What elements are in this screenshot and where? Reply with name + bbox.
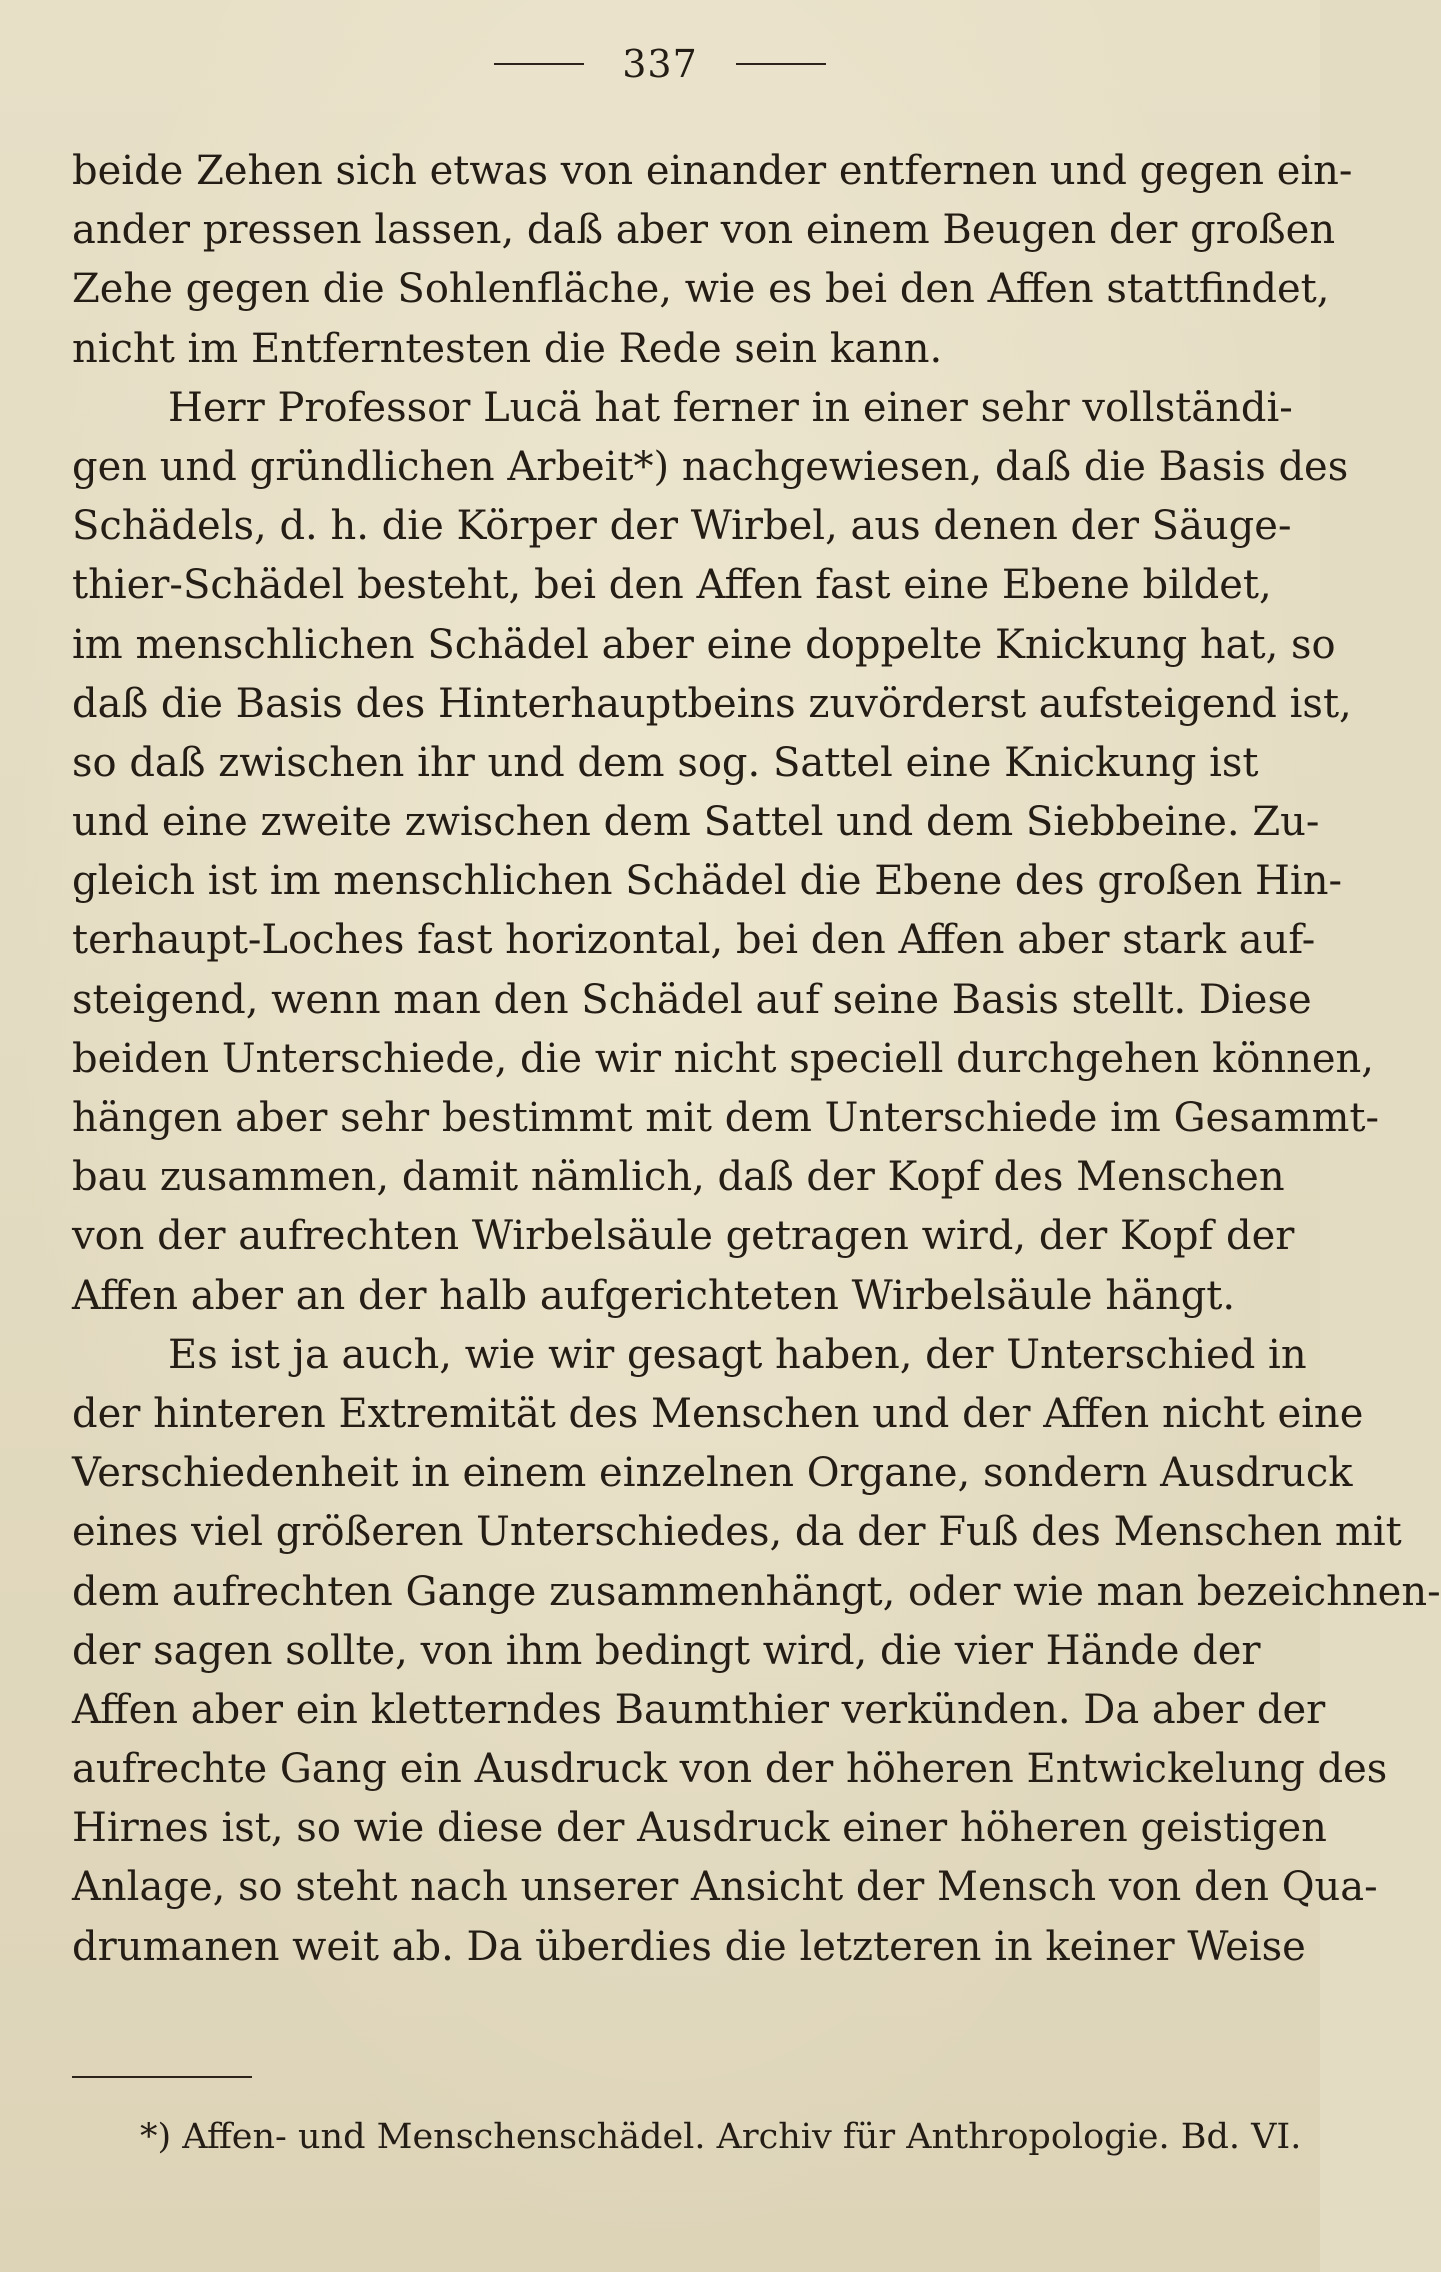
text-line: nicht im Entferntesten die Rede sein kann. [72,325,943,372]
text-line: dem aufrechten Gange zusammenhängt, oder wie man bezeichnen- [72,1568,1441,1615]
text-line: Verschiedenheit in einem einzelnen Organe, sondern Ausdruck [72,1450,1353,1497]
text-line: beiden Unterschiede, die wir nicht speciell durchgehen können, [72,1035,1374,1082]
text-line: bau zusammen, damit nämlich, daß der Kopf des Menschen [72,1154,1285,1201]
page-header [0,36,1320,92]
paragraph-start-line: Herr Professor Lucä hat ferner in einer sehr vollständi- [168,384,1293,431]
header-rule-right [736,63,826,65]
text-line: der hinteren Extremität des Menschen und der Affen nicht eine [72,1390,1364,1437]
text-line: ander pressen lassen, daß aber von einem Beugen der großen [72,207,1336,254]
text-line: beide Zehen sich etwas von einander entfernen und gegen ein- [72,148,1353,194]
text-line: Hirnes ist, so wie diese der Ausdruck einer höheren geistigen [72,1805,1327,1852]
text-line: terhaupt-Loches fast horizontal, bei den Affen aber stark auf- [72,917,1316,964]
text-line: eines viel größeren Unterschiedes, da der Fuß des Menschen mit [72,1509,1402,1556]
paragraph-start-line: Es ist ja auch, wie wir gesagt haben, der Unterschied in [168,1331,1307,1378]
text-line: und eine zweite zwischen dem Sattel und dem Siebbeine. Zu- [72,799,1320,846]
text-line: hängen aber sehr bestimmt mit dem Unterschiede im Gesammt- [72,1095,1380,1141]
text-line: aufrechte Gang ein Ausdruck von der höheren Entwickelung des [72,1746,1388,1793]
body-text [72,142,1441,1977]
text-line: drumanen weit ab. Da überdies die letzteren in keiner Weise [72,1923,1306,1970]
page-number: 337 [622,42,698,86]
header-rule-left [494,63,584,65]
text-line: thier-Schädel besteht, bei den Affen fast eine Ebene bildet, [72,562,1272,609]
text-line: Zehe gegen die Sohlenfläche, wie es bei den Affen stattfindet, [72,266,1330,313]
text-line: Anlage, so steht nach unserer Ansicht der Mensch von den Qua- [72,1864,1378,1911]
text-line: Schädels, d. h. die Körper der Wirbel, aus denen der Säuge- [72,503,1292,550]
text-line: der sagen sollte, von ihm bedingt wird, die vier Hände der [72,1627,1261,1674]
text-line: steigend, wenn man den Schädel auf seine Basis stellt. Diese [72,976,1312,1023]
text-line: von der aufrechten Wirbelsäule getragen wird, der Kopf der [72,1213,1295,1260]
text-line: im menschlichen Schädel aber eine doppelte Knickung hat, so [72,621,1336,668]
text-line: gen und gründlichen Arbeit*) nachgewiesen, daß die Basis des [72,443,1349,490]
text-line: Affen aber ein kletterndes Baumthier verkünden. Da aber der [72,1686,1326,1733]
text-line: daß die Basis des Hinterhauptbeins zuvörderst aufsteigend ist, [72,680,1352,727]
footnote: *) Affen- und Menschenschädel. Archiv für Anthropologie. Bd. VI. [140,2117,1302,2157]
footnote-divider [72,2076,252,2078]
text-line: Affen aber an der halb aufgerichteten Wirbelsäule hängt. [72,1272,1236,1319]
text-line: so daß zwischen ihr und dem sog. Sattel eine Knickung ist [72,739,1259,786]
text-line: gleich ist im menschlichen Schädel die Ebene des großen Hin- [72,858,1342,905]
